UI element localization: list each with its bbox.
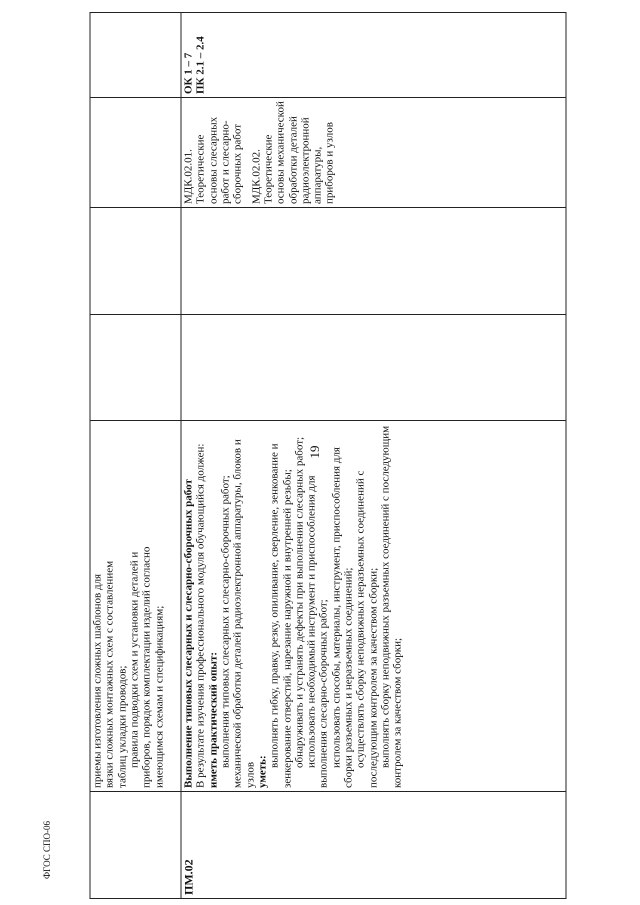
curriculum-table-wrapper [90,36,567,899]
module-intro: В результате изучения профессионального модуля обучающийся должен: [194,443,207,788]
skills-label: уметь: [256,755,269,788]
table-cell [90,208,181,315]
table-row [181,13,566,899]
footer-label: ФГОС СПО-06 [42,821,52,879]
table-cell [90,792,181,899]
skill-item: использовать необходимый инструмент и приспособления для выполнения слесарно-сборочных работ; [305,475,330,788]
experience-text: выполнения типовых слесарных и слесарно-сборочных работ; механической обработки деталей радиоэлектронной аппаратуры, блоков и узлов [219,439,257,788]
knowledge-line: приборов, порядок комплектации изделий согласно [140,546,153,788]
module-title: Выполнение типовых слесарных и слесарно-сборочных работ [182,479,195,788]
experience-label: иметь практический опыт: [207,651,220,788]
competencies-cell [181,13,566,98]
competency-item: ПК 2.1 – 2.4 [194,36,207,94]
knowledge-line: имеющимся схемам и спецификациям; [153,605,166,788]
table-cell [181,315,566,421]
knowledge-line: правила подводки схем и установки деталей и [128,551,141,768]
competency-item: ОК 1 – 7 [182,52,195,94]
page-number: 19 [307,445,322,459]
mdk-cell [181,98,566,208]
knowledge-line: приемы изготовления сложных шаблонов для [91,573,104,788]
knowledge-line: вязки сложных монтажных схем с составлением [103,560,116,788]
mdk-item: МДК.02.02. Теоретические основы механической обработки деталей радиоэлектронной аппаратуры, приборов и узлов [250,101,336,204]
table-row [90,13,181,899]
table-cell [90,315,181,421]
mdk-item: МДК.02.01. Теоретические основы слесарных работ и слесарно-сборочных работ [182,116,244,204]
skill-item: обнаруживать и устранять дефекты при выполнении слесарных работ; [293,436,306,768]
skill-item: выполнять сборку неподвижных разъемных соединений с последующим контролем за качеством сборки; [379,425,404,788]
module-content-cell [181,421,566,792]
knowledge-line: таблиц укладки проводов; [116,665,129,788]
skill-item: выполнять гибку, правку, резку, опиливание, сверление, зенкование и зенкерование отверстий, нарезание наружной и внутренней резьбы; [268,443,293,788]
table-cell [90,98,181,208]
curriculum-table [90,12,567,899]
skill-item: осуществлять сборку неподвижных неразъемных соединений с последующим контролем за качеством сборки; [354,470,380,788]
table-cell [181,208,566,315]
table-cell [90,13,181,98]
knowledge-cell [90,421,181,792]
skill-item: использовать способы, материалы, инструмент, приспособления для сборки разъемных и неразъемных соединений; [330,447,355,788]
module-code: ПМ.02 [181,792,566,899]
